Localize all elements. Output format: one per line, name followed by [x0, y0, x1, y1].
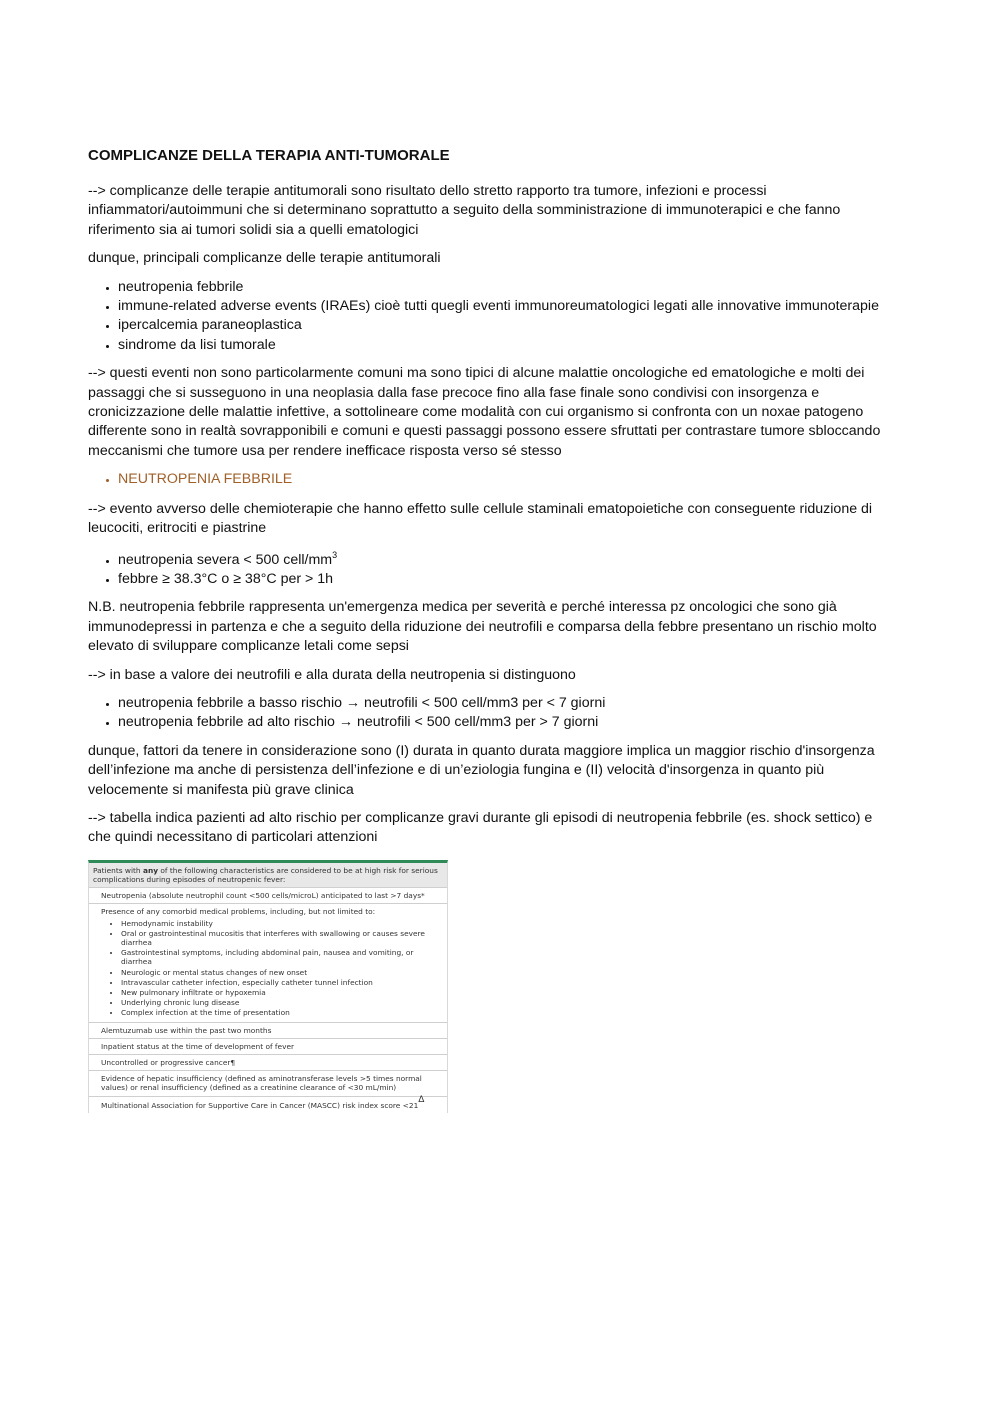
list-item: • Neurologic or mental status changes of new onset [121, 968, 443, 977]
list-item: • febbre ≥ 38.3°C o ≥ 38°C per > 1h [118, 570, 888, 589]
mascc-text: Multinational Association for Supportive Care in Cancer (MASCC) risk index score <21 [101, 1100, 419, 1110]
high-risk-table [88, 860, 448, 1113]
table-header-emphasis: any [142, 865, 159, 875]
list-item [118, 551, 888, 570]
table-row: Neutropenia (absolute neutrophil count <500 cells/microL) anticipated to last >7 days* [89, 887, 447, 903]
document-page [88, 146, 888, 1113]
list-item: • neutropenia febbrile ad alto rischio → neutrofili < 500 cell/mm3 per > 7 giorni [118, 713, 888, 732]
criteri-list [88, 551, 888, 590]
superscript: Δ [418, 1094, 425, 1105]
section-heading: • NEUTROPENIA FEBBRILE [118, 470, 888, 489]
list-item: • Underlying chronic lung disease [121, 998, 443, 1007]
table-header [89, 863, 447, 887]
rischio-list [88, 694, 888, 733]
list-item: • Gastrointestinal symptoms, including abdominal pain, nausea and vomiting, or diarrhea [121, 948, 443, 966]
table-row [89, 1096, 447, 1113]
criterio-neutropenia: neutropenia severa < 500 cell/mm [118, 551, 333, 568]
table-row: Inpatient status at the time of development of fever [89, 1038, 447, 1054]
comorbid-intro: Presence of any comorbid medical problems, including, but not limited to: [101, 907, 376, 917]
list-item: • Oral or gastrointestinal mucositis that interferes with swallowing or causes severe diarrhea [121, 929, 443, 947]
table-row: Alemtuzumab use within the past two months [89, 1022, 447, 1038]
distinguono-paragraph: --> in base a valore dei neutrofili e alla durata della neutropenia si distinguono [88, 666, 576, 683]
list-item: • New pulmonary infiltrate or hypoxemia [121, 988, 443, 997]
nb-paragraph: N.B. neutropenia febbrile rappresenta un'emergenza medica per severità e perché interessa pz oncologici che sono già immunodepressi in partenza e che a seguito della riduzione dei neutrofili e comparsa della febbre presentano un rischio molto elevato di sviluppare complicanze letali come sepsi [88, 599, 877, 655]
eventi-paragraph: --> questi eventi non sono particolarmente comuni ma sono tipici di alcune malattie oncologiche ed ematologiche e molti dei passaggi che si susseguono in una neoplasia dalla fase precoce fino alla fase finale sono condivisi con insorgenza e cronicizzazione delle malattie infettive, a sottolineare come modalità con cui organismo si confronta con un noxae patogeno differente sono in realtà sovrapponibili e comuni e questi passaggi possono essere sfruttati per contrastare tumore sbloccando meccanismi che tumore usa per rendere inefficace risposta verso sé stesso [88, 365, 881, 459]
list-item: • neutropenia febbrile a basso rischio → neutrofili < 500 cell/mm3 per < 7 giorni [118, 694, 888, 713]
tabella-paragraph: --> tabella indica pazienti ad alto rischio per complicanze gravi durante gli episodi di neutropenia febbrile (es. shock settico) e che quindi necessitano di particolari attenzioni [88, 809, 873, 846]
section-heading-list [88, 470, 888, 489]
neutropenia-paragraph: --> evento avverso delle chemioterapie che hanno effetto sulle cellule staminali ematopoietiche con conseguente riduzione di leucociti, eritrociti e piastrine [88, 500, 873, 537]
principali-list [88, 278, 888, 356]
fattori-paragraph: dunque, fattori da tenere in considerazione sono (I) durata in quanto durata maggiore implica un maggior rischio d'insorgenza dell’infezione ma anche di persistenza dell’infezione e di un’eziologia fungina e (II) velocità d'insorgenza in quanto più velocemente si manifesta più grave clinica [88, 742, 875, 798]
list-item: • neutropenia febbrile [118, 278, 888, 297]
list-item: • immune-related adverse events (IRAEs) cioè tutti quegli eventi immunoreumatologici legati alle innovative immunoterapie [118, 297, 888, 316]
principali-intro: dunque, principali complicanze delle terapie antitumorali [88, 250, 441, 267]
table-header-text: of the following characteristics are considered to be at high risk for serious complications during episodes of neutropenic fever: [93, 865, 438, 884]
table-row [89, 903, 447, 1021]
list-item: • Hemodynamic instability [121, 919, 443, 928]
list-item: • sindrome da lisi tumorale [118, 336, 888, 355]
list-item: • ipercalcemia paraneoplastica [118, 316, 888, 335]
list-item: • Complex infection at the time of presentation [121, 1008, 443, 1017]
table-header-text: Patients with [93, 865, 143, 875]
table-row: Evidence of hepatic insufficiency (defined as aminotransferase levels >5 times normal values) or renal insufficiency (defined as a creatinine clearance of <30 mL/min) [89, 1070, 447, 1095]
intro-paragraph: --> complicanze delle terapie antitumorali sono risultato dello stretto rapporto tra tumore, infezioni e processi infiammatori/autoimmuni che si determinano soprattutto a seguito della somministrazione di immunoterapici e che fanno riferimento sia ai tumori solidi sia a quelli ematologici [88, 183, 841, 238]
superscript: 3 [332, 549, 338, 560]
table-row: Uncontrolled or progressive cancer¶ [89, 1054, 447, 1070]
list-item: • Intravascular catheter infection, especially catheter tunnel infection [121, 978, 443, 987]
document-title: COMPLICANZE DELLA TERAPIA ANTI-TUMORALE [88, 147, 450, 164]
comorbid-list [101, 919, 443, 1018]
